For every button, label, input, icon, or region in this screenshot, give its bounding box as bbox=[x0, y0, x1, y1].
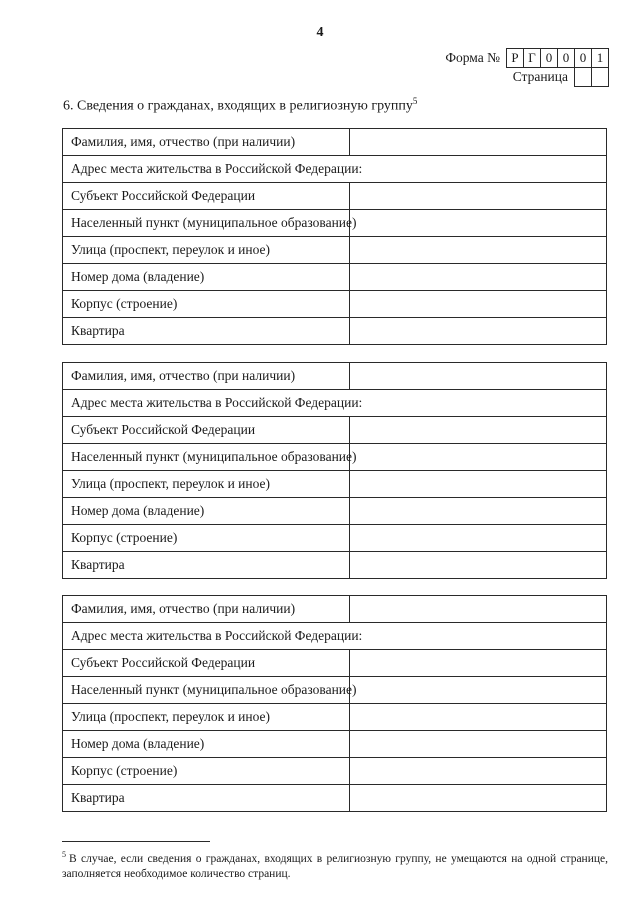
row-label: Номер дома (владение) bbox=[63, 498, 350, 524]
row-label: Номер дома (владение) bbox=[63, 731, 350, 757]
form-row-settlement bbox=[62, 209, 607, 237]
row-label: Субъект Российской Федерации bbox=[63, 417, 350, 443]
row-label: Адрес места жительства в Российской Федерации: bbox=[71, 395, 363, 410]
row-label: Квартира bbox=[63, 552, 350, 578]
row-label: Адрес места жительства в Российской Федерации: bbox=[71, 161, 363, 176]
form-row-street bbox=[62, 470, 607, 498]
row-label: Улица (проспект, переулок и иное) bbox=[63, 471, 350, 497]
row-label: Фамилия, имя, отчество (при наличии) bbox=[63, 596, 350, 622]
form-row-street bbox=[62, 236, 607, 264]
form-code-cell: 0 bbox=[540, 48, 558, 68]
row-label: Населенный пункт (муниципальное образование) bbox=[63, 444, 350, 470]
form-code-cell: Г bbox=[523, 48, 541, 68]
form-code-cell: Р bbox=[506, 48, 524, 68]
form-row-building bbox=[62, 757, 607, 785]
apartment-value-cell[interactable] bbox=[350, 785, 606, 811]
page-field-label: Страница bbox=[512, 69, 568, 84]
fio-value-cell[interactable] bbox=[350, 129, 606, 155]
form-row-address-header bbox=[62, 622, 607, 650]
settlement-value-cell[interactable] bbox=[350, 210, 606, 236]
form-row-street bbox=[62, 703, 607, 731]
row-label: Корпус (строение) bbox=[63, 291, 350, 317]
building-value-cell[interactable] bbox=[350, 525, 606, 551]
row-label: Фамилия, имя, отчество (при наличии) bbox=[63, 129, 350, 155]
citizen-block-3 bbox=[62, 595, 607, 812]
fio-value-cell[interactable] bbox=[350, 363, 606, 389]
footnote-reference: 5 bbox=[412, 96, 418, 106]
form-row-subject bbox=[62, 182, 607, 210]
form-row-building bbox=[62, 290, 607, 318]
citizen-block-1 bbox=[62, 128, 607, 345]
apartment-value-cell[interactable] bbox=[350, 552, 606, 578]
form-row-address-header bbox=[62, 155, 607, 183]
form-row-house bbox=[62, 730, 607, 758]
form-row-fio bbox=[62, 362, 607, 390]
row-label: Субъект Российской Федерации bbox=[63, 183, 350, 209]
row-label: Фамилия, имя, отчество (при наличии) bbox=[63, 363, 350, 389]
footnote-marker: 5 bbox=[62, 850, 66, 859]
form-code-cell: 1 bbox=[591, 48, 609, 68]
settlement-value-cell[interactable] bbox=[350, 677, 606, 703]
form-row-fio bbox=[62, 128, 607, 156]
citizen-block-2 bbox=[62, 362, 607, 579]
row-label: Населенный пункт (муниципальное образование) bbox=[63, 677, 350, 703]
row-label: Квартира bbox=[63, 318, 350, 344]
settlement-value-cell[interactable] bbox=[350, 444, 606, 470]
form-row-apartment bbox=[62, 784, 607, 812]
form-row-address-header bbox=[62, 389, 607, 417]
footnote-text: В случае, если сведения о гражданах, входящих в религиозную группу, не умещаются на одной странице, заполняется необходимое количество страниц. bbox=[62, 852, 608, 880]
form-code-cell: 0 bbox=[557, 48, 575, 68]
form-row-fio bbox=[62, 595, 607, 623]
form-row-building bbox=[62, 524, 607, 552]
subject-value-cell[interactable] bbox=[350, 650, 606, 676]
form-row-subject bbox=[62, 649, 607, 677]
row-label: Номер дома (владение) bbox=[63, 264, 350, 290]
footnote-separator bbox=[62, 841, 210, 842]
form-row-subject bbox=[62, 416, 607, 444]
form-number-header bbox=[445, 48, 609, 87]
form-row-settlement bbox=[62, 443, 607, 471]
form-row-apartment bbox=[62, 317, 607, 345]
form-row-house bbox=[62, 263, 607, 291]
section-title bbox=[63, 96, 417, 115]
house-value-cell[interactable] bbox=[350, 264, 606, 290]
street-value-cell[interactable] bbox=[350, 704, 606, 730]
building-value-cell[interactable] bbox=[350, 758, 606, 784]
building-value-cell[interactable] bbox=[350, 291, 606, 317]
section-title-text: 6. Сведения о гражданах, входящих в религиозную группу bbox=[63, 98, 413, 114]
house-value-cell[interactable] bbox=[350, 731, 606, 757]
form-row-settlement bbox=[62, 676, 607, 704]
page-input-cell[interactable] bbox=[591, 67, 609, 87]
row-label: Субъект Российской Федерации bbox=[63, 650, 350, 676]
subject-value-cell[interactable] bbox=[350, 183, 606, 209]
fio-value-cell[interactable] bbox=[350, 596, 606, 622]
row-label: Населенный пункт (муниципальное образование) bbox=[63, 210, 350, 236]
page-number-row bbox=[445, 67, 609, 87]
row-label: Адрес места жительства в Российской Федерации: bbox=[71, 628, 363, 643]
form-row-apartment bbox=[62, 551, 607, 579]
form-code-cell: 0 bbox=[574, 48, 592, 68]
street-value-cell[interactable] bbox=[350, 471, 606, 497]
street-value-cell[interactable] bbox=[350, 237, 606, 263]
form-number-row bbox=[445, 48, 609, 68]
row-label: Улица (проспект, переулок и иное) bbox=[63, 237, 350, 263]
row-label: Улица (проспект, переулок и иное) bbox=[63, 704, 350, 730]
row-label: Корпус (строение) bbox=[63, 758, 350, 784]
form-number-label: Форма № bbox=[445, 50, 500, 65]
row-label: Корпус (строение) bbox=[63, 525, 350, 551]
subject-value-cell[interactable] bbox=[350, 417, 606, 443]
form-row-house bbox=[62, 497, 607, 525]
house-value-cell[interactable] bbox=[350, 498, 606, 524]
row-label: Квартира bbox=[63, 785, 350, 811]
page-number: 4 bbox=[316, 25, 324, 40]
apartment-value-cell[interactable] bbox=[350, 318, 606, 344]
footnote bbox=[62, 847, 608, 882]
page-input-cell[interactable] bbox=[574, 67, 592, 87]
